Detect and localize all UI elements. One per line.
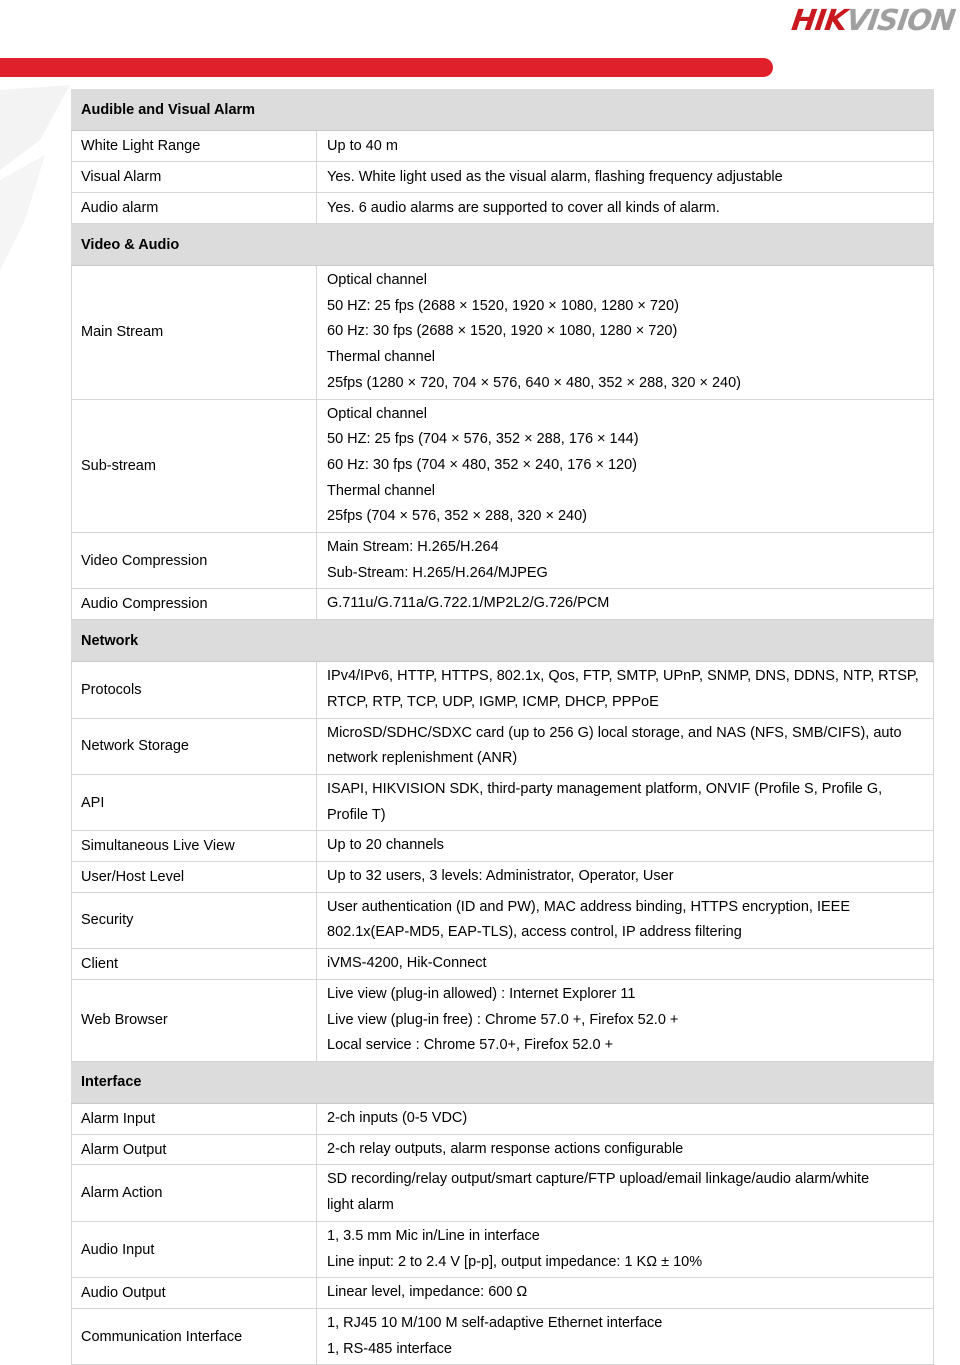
spec-value-line: 1, 3.5 mm Mic in/Line in interface <box>327 1227 540 1244</box>
spec-value <box>317 533 933 588</box>
spec-value <box>317 1104 933 1134</box>
spec-label: Audio Compression <box>72 589 317 619</box>
header-red-bar <box>0 58 773 77</box>
spec-value-line: Sub-Stream: H.265/H.264/MJPEG <box>327 564 548 581</box>
spec-value <box>317 831 933 861</box>
spec-label: Network Storage <box>72 719 317 774</box>
spec-value <box>317 719 933 774</box>
spec-value-line: Main Stream: H.265/H.264 <box>327 539 499 556</box>
spec-value-line: 2-ch relay outputs, alarm response actions configurable <box>327 1140 684 1157</box>
spec-value <box>317 980 933 1061</box>
spec-value <box>317 1222 933 1277</box>
logo-part2: VISION <box>843 3 957 37</box>
spec-value <box>317 1309 933 1364</box>
spec-value-line: Live view (plug-in free) : Chrome 57.0 +, Firefox 52.0 + <box>327 1011 679 1028</box>
spec-row <box>71 131 934 162</box>
spec-row <box>71 1165 934 1221</box>
spec-label: Security <box>72 893 317 948</box>
spec-row <box>71 1135 934 1166</box>
spec-value-line: 50 HZ: 25 fps (2688 × 1520, 1920 × 1080, 1280 × 720) <box>327 297 679 314</box>
spec-row <box>71 193 934 224</box>
spec-row <box>71 1104 934 1135</box>
spec-value <box>317 862 933 892</box>
spec-value <box>317 131 933 161</box>
spec-value-line: RTCP, RTP, TCP, UDP, IGMP, ICMP, DHCP, PPPoE <box>327 693 659 710</box>
spec-value-line: User authentication (ID and PW), MAC address binding, HTTPS encryption, IEEE <box>327 898 851 915</box>
spec-row <box>71 980 934 1062</box>
spec-value-line: 60 Hz: 30 fps (2688 × 1520, 1920 × 1080, 1280 × 720) <box>327 323 678 340</box>
spec-value <box>317 1135 933 1165</box>
spec-value-line: Thermal channel <box>327 349 435 366</box>
spec-value-line: light alarm <box>327 1197 394 1214</box>
spec-row <box>71 162 934 193</box>
section-header: Interface <box>71 1062 934 1104</box>
spec-label: Alarm Input <box>72 1104 317 1134</box>
spec-value-line: 1, RS-485 interface <box>327 1340 452 1357</box>
spec-label: Alarm Output <box>72 1135 317 1165</box>
spec-value-line: Line input: 2 to 2.4 V [p-p], output impedance: 1 KΩ ± 10% <box>327 1253 703 1270</box>
spec-value-line: iVMS-4200, Hik-Connect <box>327 955 487 972</box>
spec-row <box>71 400 934 534</box>
spec-label: Communication Interface <box>72 1309 317 1364</box>
spec-value-line: ISAPI, HIKVISION SDK, third-party management platform, ONVIF (Profile S, Profile G, <box>327 780 883 797</box>
spec-label: Simultaneous Live View <box>72 831 317 861</box>
spec-row <box>71 1222 934 1278</box>
spec-value <box>317 775 933 830</box>
section-header: Video & Audio <box>71 224 934 266</box>
spec-value-line: Yes. White light used as the visual alarm, flashing frequency adjustable <box>327 169 783 185</box>
logo-part1: HIK <box>789 3 849 37</box>
spec-value-line: Profile T) <box>327 806 386 823</box>
spec-value-line: 25fps (704 × 576, 352 × 288, 320 × 240) <box>327 508 588 525</box>
spec-value-line: 802.1x(EAP-MD5, EAP-TLS), access control, IP address filtering <box>327 924 742 941</box>
spec-label: Main Stream <box>72 266 317 399</box>
spec-value <box>317 266 933 399</box>
spec-value-line: 25fps (1280 × 720, 704 × 576, 640 × 480, 352 × 288, 320 × 240) <box>327 374 742 391</box>
spec-label: API <box>72 775 317 830</box>
spec-label: White Light Range <box>72 131 317 161</box>
spec-value <box>317 400 933 533</box>
spec-value-line: 1, RJ45 10 M/100 M self-adaptive Ethernet interface <box>327 1314 663 1331</box>
spec-row <box>71 831 934 862</box>
spec-value-line: MicroSD/SDHC/SDXC card (up to 256 G) local storage, and NAS (NFS, SMB/CIFS), auto <box>327 724 902 741</box>
spec-label: Alarm Action <box>72 1165 317 1220</box>
spec-row <box>71 662 934 718</box>
spec-row <box>71 1309 934 1365</box>
spec-value-line: Up to 32 users, 3 levels: Administrator, Operator, User <box>327 868 674 885</box>
spec-value <box>317 162 933 192</box>
spec-label: Audio Output <box>72 1278 317 1308</box>
spec-value-line: IPv4/IPv6, HTTP, HTTPS, 802.1x, Qos, FTP, SMTP, UPnP, SNMP, DNS, DDNS, NTP, RTSP, <box>327 668 919 685</box>
section-header: Audible and Visual Alarm <box>71 89 934 131</box>
spec-label: Video Compression <box>72 533 317 588</box>
spec-value <box>317 1278 933 1308</box>
section-header: Network <box>71 620 934 662</box>
spec-value-line: Yes. 6 audio alarms are supported to cover all kinds of alarm. <box>327 200 720 216</box>
spec-label: Visual Alarm <box>72 162 317 192</box>
spec-table <box>71 89 934 1365</box>
spec-value-line: SD recording/relay output/smart capture/FTP upload/email linkage/audio alarm/white <box>327 1171 870 1188</box>
spec-value-line: 50 HZ: 25 fps (704 × 576, 352 × 288, 176 × 144) <box>327 431 639 448</box>
spec-row <box>71 589 934 620</box>
spec-value-line: Up to 40 m <box>327 138 398 154</box>
spec-value-line: G.711u/G.711a/G.722.1/MP2L2/G.726/PCM <box>327 595 610 612</box>
spec-value <box>317 893 933 948</box>
spec-label: Audio Input <box>72 1222 317 1277</box>
hikvision-logo <box>789 3 956 37</box>
spec-value-line: Up to 20 channels <box>327 837 444 854</box>
spec-row <box>71 266 934 400</box>
spec-row <box>71 862 934 893</box>
spec-value-line: Local service : Chrome 57.0+, Firefox 52.0 + <box>327 1037 614 1054</box>
spec-value <box>317 662 933 717</box>
spec-value-line: Optical channel <box>327 272 427 288</box>
spec-label: Web Browser <box>72 980 317 1061</box>
spec-row <box>71 775 934 831</box>
spec-value <box>317 589 933 619</box>
spec-value-line: 60 Hz: 30 fps (704 × 480, 352 × 240, 176 × 120) <box>327 456 637 473</box>
spec-value-line: Optical channel <box>327 405 427 422</box>
spec-label: Sub-stream <box>72 400 317 533</box>
spec-row <box>71 719 934 775</box>
spec-label: User/Host Level <box>72 862 317 892</box>
spec-value-line: Live view (plug-in allowed) : Internet Explorer 11 <box>327 985 636 1002</box>
spec-label: Audio alarm <box>72 193 317 223</box>
spec-row <box>71 533 934 589</box>
spec-value-line: 2-ch inputs (0-5 VDC) <box>327 1109 468 1126</box>
spec-value-line: network replenishment (ANR) <box>327 750 518 767</box>
spec-value <box>317 1165 933 1220</box>
spec-value <box>317 193 933 223</box>
spec-value-line: Linear level, impedance: 600 Ω <box>327 1284 528 1301</box>
spec-row <box>71 893 934 949</box>
spec-label: Protocols <box>72 662 317 717</box>
spec-value-line: Thermal channel <box>327 482 435 499</box>
spec-row <box>71 949 934 980</box>
spec-value <box>317 949 933 979</box>
spec-label: Client <box>72 949 317 979</box>
